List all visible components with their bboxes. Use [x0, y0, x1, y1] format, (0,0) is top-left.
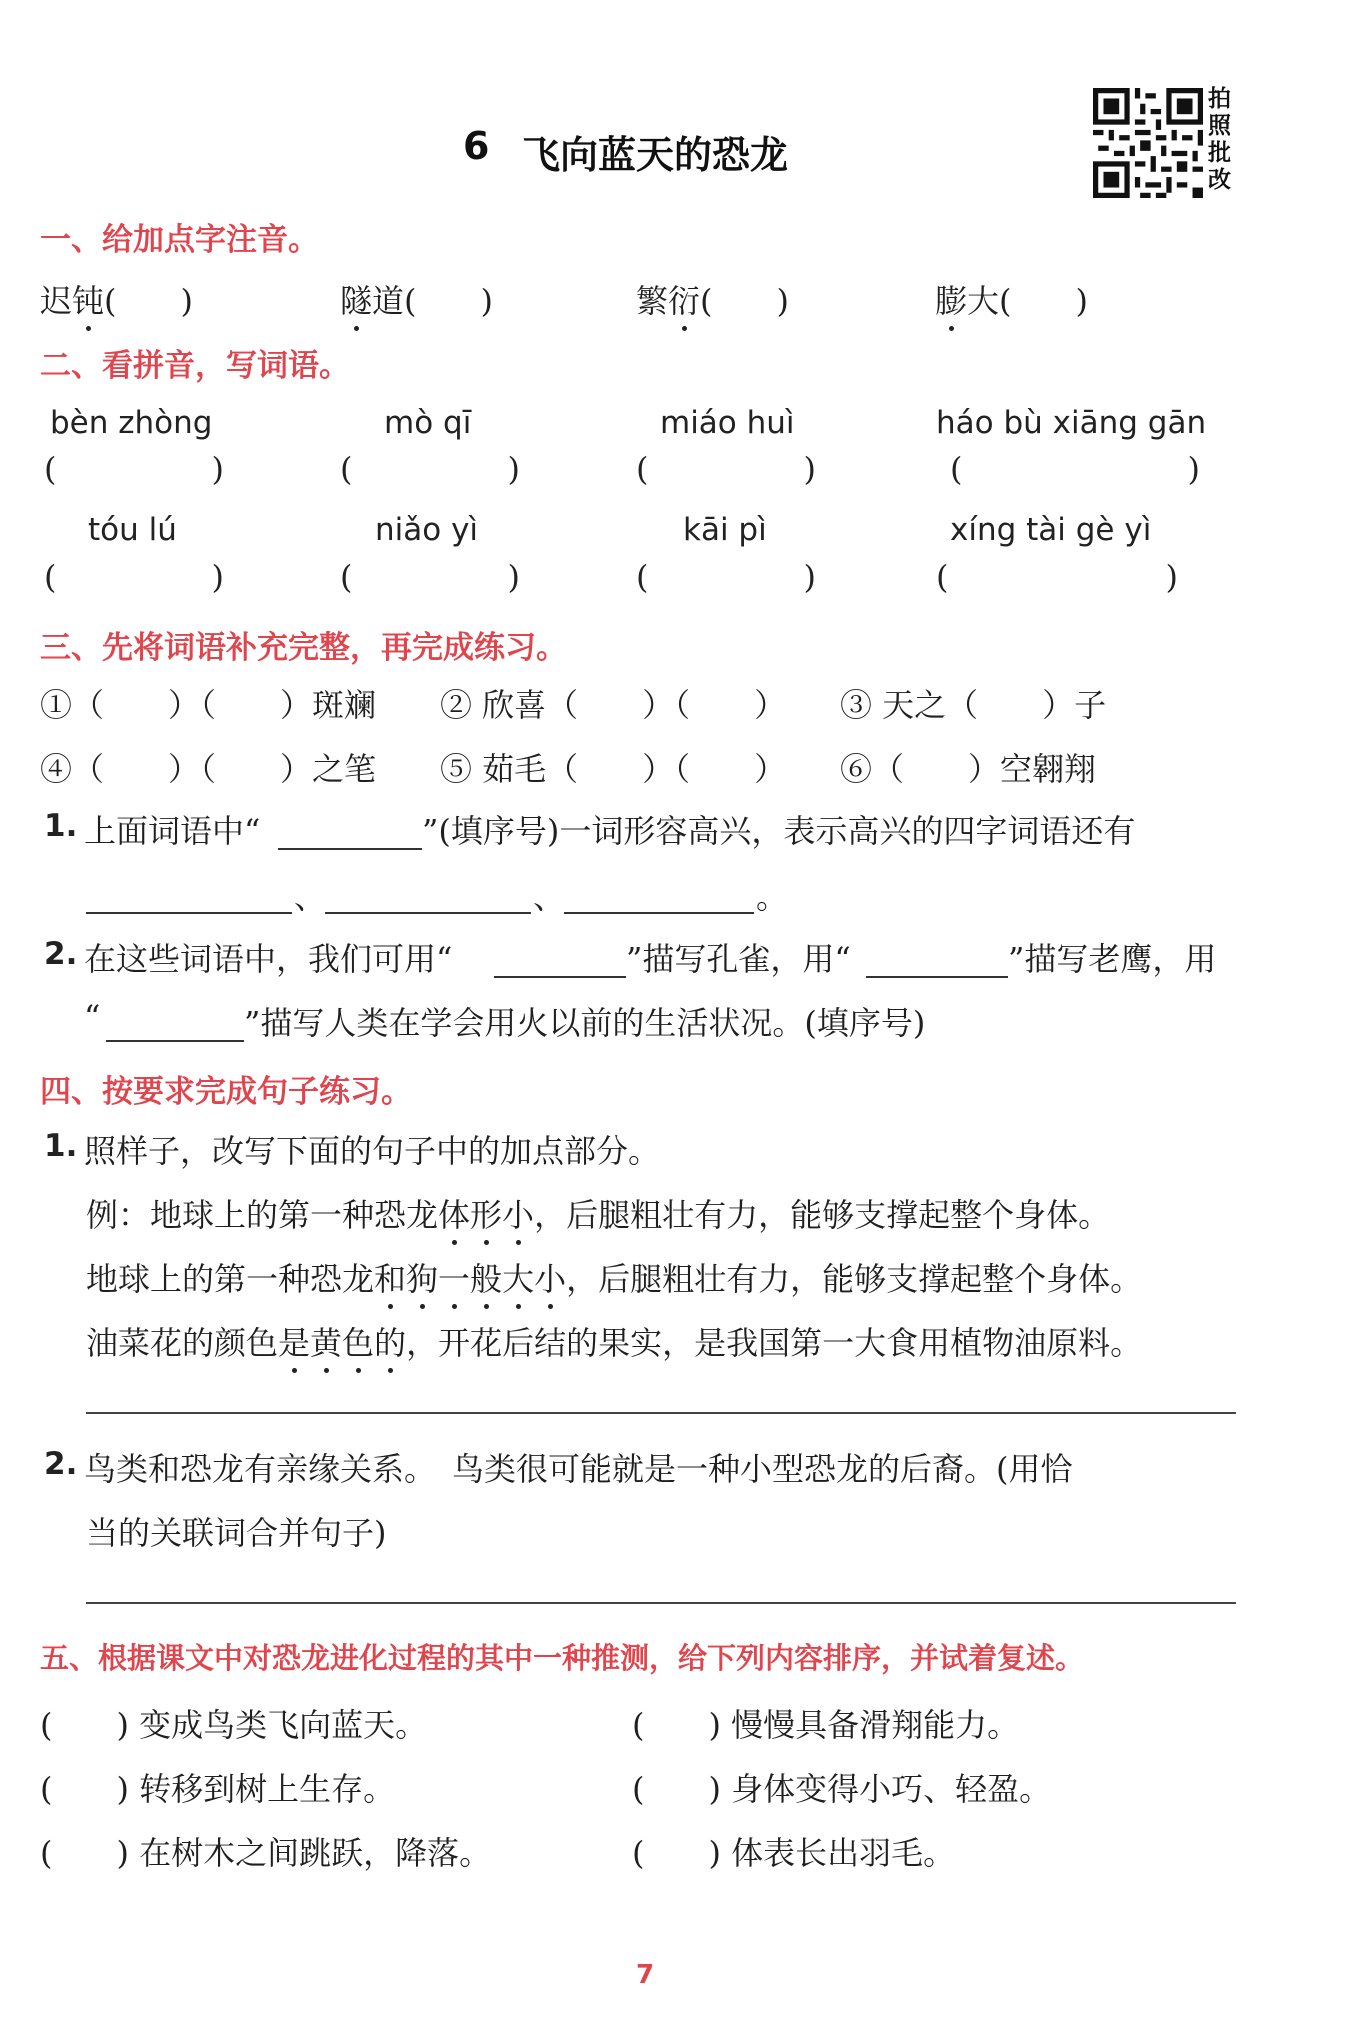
dotted-phrase	[438, 1196, 534, 1234]
section-5-heading: 五、根据课文中对恐龙进化过程的其中一种推测，给下列内容排序，并试着复述。	[40, 1641, 1085, 1675]
period: 。	[756, 878, 789, 916]
example-sentence: 例：地球上的第一种恐龙体形小，后腿粗壮有力，能够支撑起整个身体。	[86, 1190, 1110, 1236]
sort-item[interactable]: ( ) 在树木之间跳跃，降落。	[40, 1834, 492, 1872]
answer-box[interactable]: ( )	[340, 558, 520, 596]
answer-blank[interactable]	[278, 848, 422, 850]
question-text: “	[84, 998, 101, 1036]
sort-item[interactable]: ( ) 体表长出羽毛。	[632, 1834, 956, 1872]
dotted-char: 和	[374, 1254, 406, 1300]
question-text: ”描写人类在学会用火以前的生活状况。(填序号)	[244, 1004, 926, 1042]
example-answer: 地球上的第一种恐龙和狗一般大小，后腿粗壮有力，能够支撑起整个身体。	[86, 1254, 1142, 1300]
sort-item[interactable]: ( ) 身体变得小巧、轻盈。	[632, 1770, 1052, 1808]
separator: 、	[294, 878, 327, 916]
answer-blank[interactable]	[494, 976, 626, 978]
dotted-char: 般	[470, 1254, 502, 1300]
dotted-char: 大	[502, 1254, 534, 1300]
dotted-char: 隧	[340, 276, 372, 322]
exercise-sentence: 油菜花的颜色是黄色的，开花后结的果实，是我国第一大食用植物油原料。	[86, 1318, 1142, 1364]
answer-box[interactable]: ( )	[636, 558, 816, 596]
question-text: ”描写孔雀，用“	[626, 940, 851, 978]
answer-box[interactable]: ( )	[44, 450, 224, 488]
s1-item-1	[40, 276, 193, 322]
answer-box[interactable]: ( )	[636, 450, 816, 488]
answer-paren[interactable]: ( )	[404, 282, 494, 320]
question-text: ”描写老鹰，用	[1008, 940, 1217, 978]
answer-paren[interactable]: ( )	[700, 282, 790, 320]
sort-item[interactable]: ( ) 转移到树上生存。	[40, 1770, 396, 1808]
question-text: 鸟类和恐龙有亲缘关系。 鸟类很可能就是一种小型恐龙的后裔。(用恰	[84, 1450, 1073, 1488]
question-number: 1.	[44, 808, 78, 844]
lesson-number: 6	[463, 124, 490, 168]
dotted-char: 衍	[668, 276, 700, 322]
page-number: 7	[636, 1960, 655, 1990]
dotted-char: 黄	[310, 1318, 342, 1364]
answer-blank[interactable]	[86, 912, 292, 914]
answer-line[interactable]	[86, 1412, 1236, 1414]
pinyin: xíng tài gè yì	[950, 512, 1152, 548]
dotted-char: 狗	[406, 1254, 438, 1300]
pinyin: bèn zhòng	[50, 405, 213, 441]
idiom-1[interactable]: ①（ ）（ ）斑斓	[40, 686, 377, 724]
dotted-phrase	[374, 1260, 566, 1298]
dotted-char: 体	[438, 1190, 470, 1236]
dotted-char: 形	[470, 1190, 502, 1236]
pinyin: niǎo yì	[375, 512, 479, 548]
idiom-3[interactable]: ③ 天之（ ）子	[840, 686, 1107, 724]
pinyin: tóu lú	[88, 512, 177, 548]
dotted-char: 是	[278, 1318, 310, 1364]
pinyin: mò qī	[384, 405, 472, 441]
s1-item-3	[636, 276, 789, 322]
answer-blank[interactable]	[564, 912, 754, 914]
section-3-heading: 三、先将词语补充完整，再完成练习。	[40, 630, 567, 666]
answer-box[interactable]: ( )	[340, 450, 520, 488]
question-text: 上面词语中“	[84, 812, 261, 850]
dotted-char: 的	[374, 1318, 406, 1364]
char: 繁	[636, 282, 669, 320]
dotted-char: 小	[502, 1190, 534, 1236]
dotted-char: 一	[438, 1254, 470, 1300]
question-number: 1.	[44, 1128, 78, 1164]
sort-item[interactable]: ( ) 变成鸟类飞向蓝天。	[40, 1706, 428, 1744]
qr-code-icon[interactable]	[1093, 88, 1203, 198]
s1-item-2	[340, 276, 493, 322]
char: 迟	[40, 282, 73, 320]
idiom-5[interactable]: ⑤ 茹毛（ ）（ ）	[440, 750, 787, 788]
section-4-heading: 四、按要求完成句子练习。	[40, 1074, 412, 1110]
answer-box[interactable]: ( )	[936, 558, 1178, 596]
qr-label: 拍照批改	[1208, 86, 1231, 193]
question-text: ”(填序号)一词形容高兴，表示高兴的四字词语还有	[422, 812, 1136, 850]
sort-item[interactable]: ( ) 慢慢具备滑翔能力。	[632, 1706, 1020, 1744]
question-number: 2.	[44, 936, 78, 972]
page-title: 飞向蓝天的恐龙	[522, 133, 789, 177]
separator: 、	[533, 878, 566, 916]
char: 大	[967, 282, 1000, 320]
answer-paren[interactable]: ( )	[999, 282, 1089, 320]
pinyin: kāi pì	[683, 512, 767, 548]
question-number: 2.	[44, 1446, 78, 1482]
answer-line[interactable]	[86, 1602, 1236, 1604]
question-text: 在这些词语中，我们可用“	[84, 940, 453, 978]
question-text: 照样子，改写下面的句子中的加点部分。	[84, 1132, 661, 1170]
dotted-char: 小	[534, 1254, 566, 1300]
answer-blank[interactable]	[106, 1040, 244, 1042]
pinyin: háo bù xiāng gān	[936, 405, 1207, 441]
idiom-6[interactable]: ⑥（ ）空翱翔	[840, 750, 1097, 788]
answer-box[interactable]: ( )	[44, 558, 224, 596]
dotted-char: 膨	[935, 276, 967, 322]
dotted-char: 钝	[72, 276, 104, 322]
char: 道	[372, 282, 405, 320]
answer-paren[interactable]: ( )	[104, 282, 194, 320]
idiom-2[interactable]: ② 欣喜（ ）（ ）	[440, 686, 787, 724]
answer-blank[interactable]	[866, 976, 1008, 978]
question-text: 当的关联词合并句子)	[86, 1514, 387, 1552]
pinyin: miáo huì	[660, 405, 795, 441]
idiom-4[interactable]: ④（ ）（ ）之笔	[40, 750, 377, 788]
answer-box[interactable]: ( )	[950, 450, 1200, 488]
s1-item-4	[935, 276, 1088, 322]
section-1-heading: 一、给加点字注音。	[40, 222, 319, 258]
dotted-phrase	[278, 1324, 406, 1362]
dotted-char: 色	[342, 1318, 374, 1364]
section-2-heading: 二、看拼音，写词语。	[40, 348, 350, 384]
answer-blank[interactable]	[325, 912, 531, 914]
